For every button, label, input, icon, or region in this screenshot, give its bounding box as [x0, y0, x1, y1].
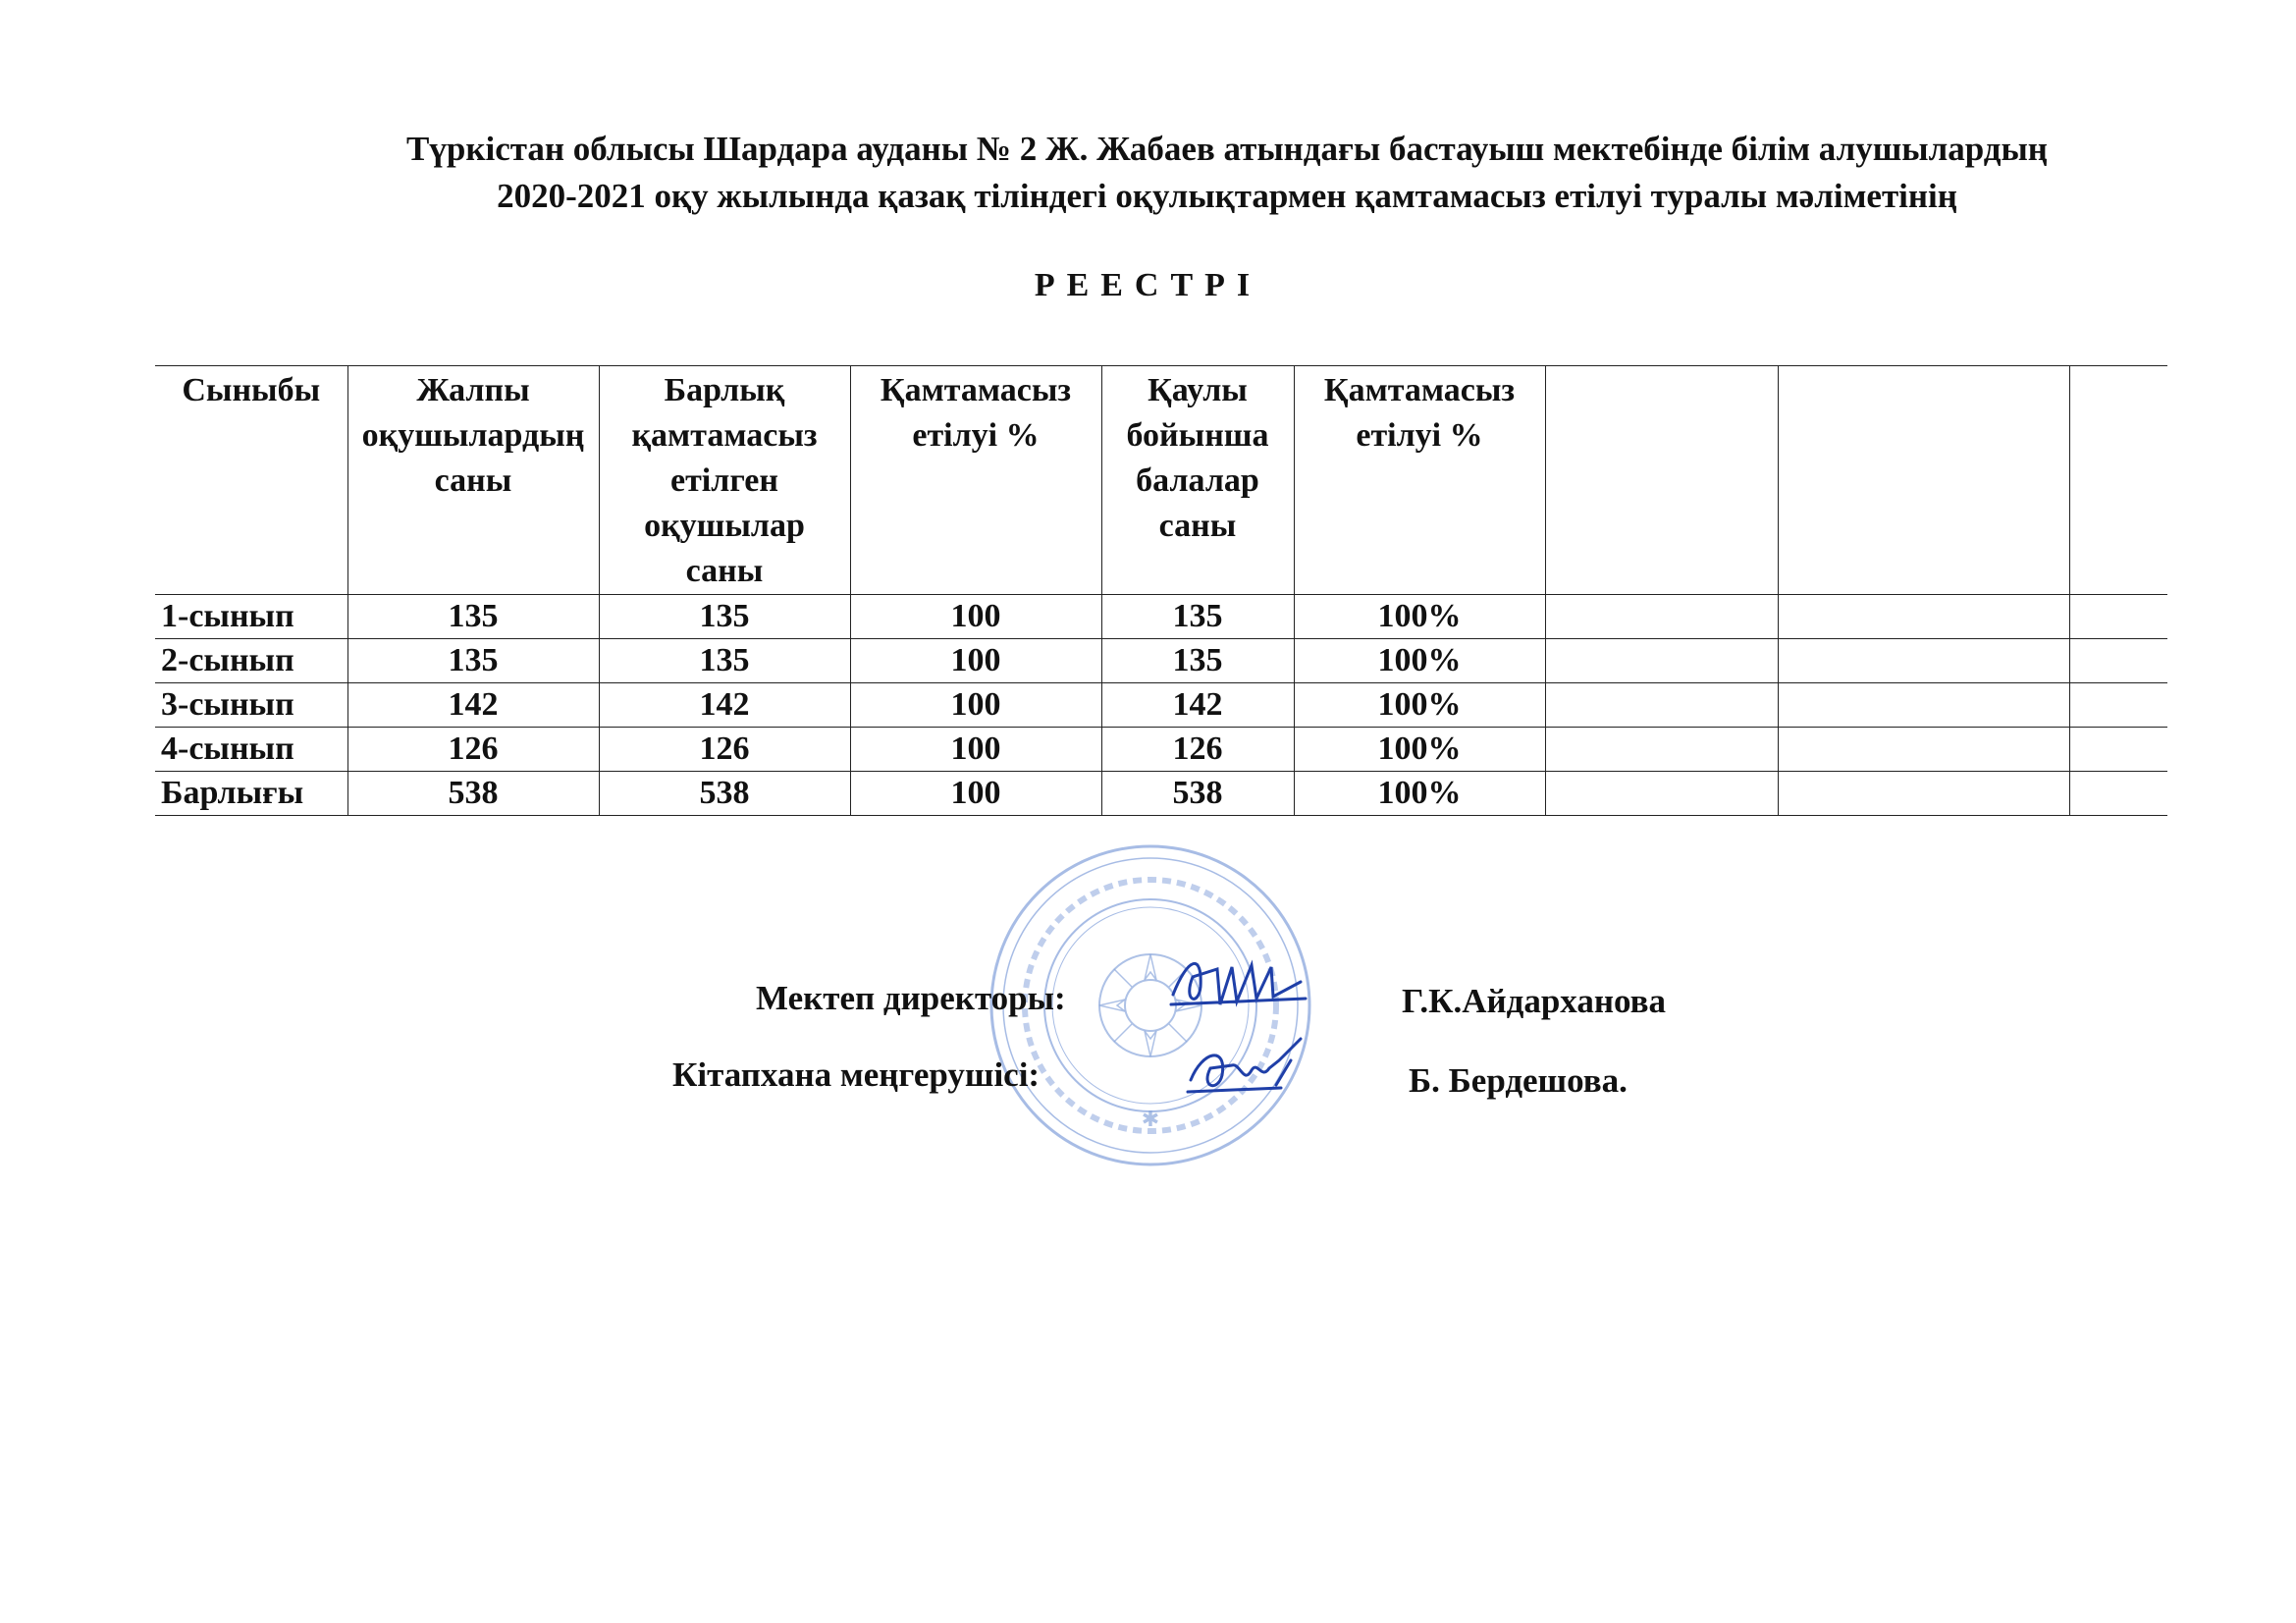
row-class-label: 1-сынып: [155, 595, 347, 639]
table-cell: 100: [850, 728, 1101, 772]
header-class: Сыныбы: [155, 366, 347, 595]
header-empty-3: [2069, 366, 2167, 595]
table-cell: [2069, 728, 2167, 772]
table-row-total: [155, 772, 2167, 816]
librarian-signature: [1183, 1031, 1310, 1109]
table-cell: 100%: [1294, 772, 1545, 816]
table-cell: 135: [347, 595, 599, 639]
header-empty-2: [1778, 366, 2069, 595]
table-cell: 538: [347, 772, 599, 816]
title-line-2: 2020-2021 оқу жылында қазақ тіліндегі оқулықтармен қамтамасыз етілуі туралы мәліметінің: [497, 177, 1957, 215]
table-cell: 135: [1101, 595, 1294, 639]
librarian-name: Б. Бердешова.: [1409, 1061, 1628, 1100]
row-class-label: 3-сынып: [155, 683, 347, 728]
table-cell: 100: [850, 595, 1101, 639]
document-title: [294, 126, 2160, 220]
table-cell: [2069, 772, 2167, 816]
table-cell: [1545, 595, 1778, 639]
table-cell: 100%: [1294, 595, 1545, 639]
svg-text:✱: ✱: [1141, 1108, 1160, 1132]
table-cell: 538: [599, 772, 850, 816]
table-cell: [2069, 595, 2167, 639]
director-name: Г.К.Айдарханова: [1402, 982, 1667, 1020]
table-cell: 135: [1101, 639, 1294, 683]
header-children-by-decree: Қаулы бойынша балалар саны: [1101, 366, 1294, 595]
table-header-row: [155, 366, 2167, 595]
table-cell: [2069, 639, 2167, 683]
director-label: Мектеп директоры:: [756, 979, 1066, 1017]
header-provision-percent: Қамтамасыз етілуі %: [850, 366, 1101, 595]
table-cell: 100: [850, 639, 1101, 683]
table-cell: 135: [599, 595, 850, 639]
table-cell: [2069, 683, 2167, 728]
table-cell: 126: [599, 728, 850, 772]
row-total-label: Барлығы: [155, 772, 347, 816]
header-empty-1: [1545, 366, 1778, 595]
header-provided-students: Барлық қамтамасыз етілген оқушылар саны: [599, 366, 850, 595]
table-cell: [1778, 683, 2069, 728]
table-cell: 142: [599, 683, 850, 728]
table-cell: 135: [347, 639, 599, 683]
header-total-students: Жалпы оқушылардың саны: [347, 366, 599, 595]
table-cell: 100: [850, 772, 1101, 816]
table-row: [155, 639, 2167, 683]
table-cell: 100%: [1294, 683, 1545, 728]
table-cell: [1545, 683, 1778, 728]
table-row: [155, 683, 2167, 728]
table-cell: 126: [1101, 728, 1294, 772]
table-cell: 100%: [1294, 728, 1545, 772]
row-class-label: 4-сынып: [155, 728, 347, 772]
table-cell: [1545, 728, 1778, 772]
librarian-label: Кітапхана меңгерушісі:: [672, 1055, 1041, 1094]
registry-heading: РЕЕСТРІ: [1034, 267, 1262, 303]
row-class-label: 2-сынып: [155, 639, 347, 683]
table-cell: [1778, 595, 2069, 639]
table-cell: 538: [1101, 772, 1294, 816]
table-cell: 100: [850, 683, 1101, 728]
table-row: [155, 595, 2167, 639]
table-cell: 135: [599, 639, 850, 683]
table-cell: 100%: [1294, 639, 1545, 683]
director-signature: [1163, 947, 1310, 1026]
title-line-1: Түркістан облысы Шардара ауданы № 2 Ж. Жабаев атындағы бастауыш мектебінде білім алушылардың: [406, 130, 2048, 168]
header-provision-percent-2: Қамтамасыз етілуі %: [1294, 366, 1545, 595]
table-row: [155, 728, 2167, 772]
table-cell: [1778, 639, 2069, 683]
table-cell: 142: [347, 683, 599, 728]
table-cell: 142: [1101, 683, 1294, 728]
table-cell: [1778, 772, 2069, 816]
table-cell: [1778, 728, 2069, 772]
table-cell: 126: [347, 728, 599, 772]
registry-table: [155, 365, 2167, 816]
table-cell: [1545, 772, 1778, 816]
table-cell: [1545, 639, 1778, 683]
